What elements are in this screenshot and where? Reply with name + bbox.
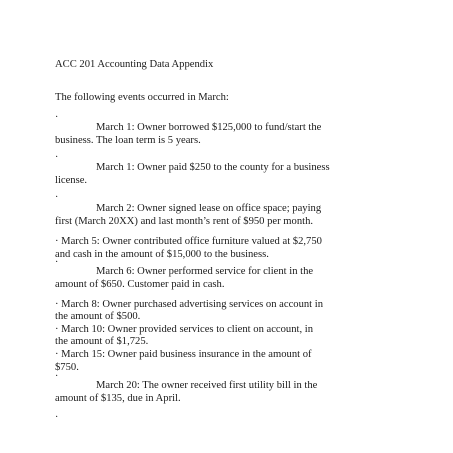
event-line: license.	[55, 175, 88, 186]
event-line: the amount of $1,725.	[55, 336, 149, 347]
event-line: · March 8: Owner purchased advertising services on account in	[55, 299, 323, 310]
event-line: and cash in the amount of $15,000 to the business.	[55, 249, 269, 260]
bullet-marker: ·	[55, 152, 59, 163]
event-line: · March 15: Owner paid business insurance in the amount of	[55, 349, 312, 360]
bullet-marker: ·	[55, 192, 59, 203]
event-line: March 6: Owner performed service for client in the	[96, 266, 314, 277]
bullet-marker: ·	[55, 371, 59, 382]
event-line: March 20: The owner received first utility bill in the	[96, 380, 318, 391]
event-line: first (March 20XX) and last month’s rent of $950 per month.	[55, 216, 314, 227]
event-line: March 1: Owner paid $250 to the county for a business	[96, 162, 330, 173]
event-line: the amount of $500.	[55, 311, 141, 322]
event-line: March 2: Owner signed lease on office space; paying	[96, 203, 322, 214]
bullet-marker: ·	[55, 412, 59, 423]
bullet-marker: ·	[55, 112, 59, 123]
document-title: ACC 201 Accounting Data Appendix	[55, 59, 214, 70]
event-line: · March 5: Owner contributed office furniture valued at $2,750	[55, 236, 322, 247]
event-line: amount of $650. Customer paid in cash.	[55, 279, 225, 290]
event-line: · March 10: Owner provided services to client on account, in	[55, 324, 313, 335]
event-line: $750.	[55, 362, 79, 373]
bullet-marker: ·	[55, 257, 59, 268]
intro-text: The following events occurred in March:	[55, 92, 229, 103]
event-line: March 1: Owner borrowed $125,000 to fund/start the	[96, 122, 322, 133]
event-line: amount of $135, due in April.	[55, 393, 181, 404]
event-line: business. The loan term is 5 years.	[55, 135, 201, 146]
